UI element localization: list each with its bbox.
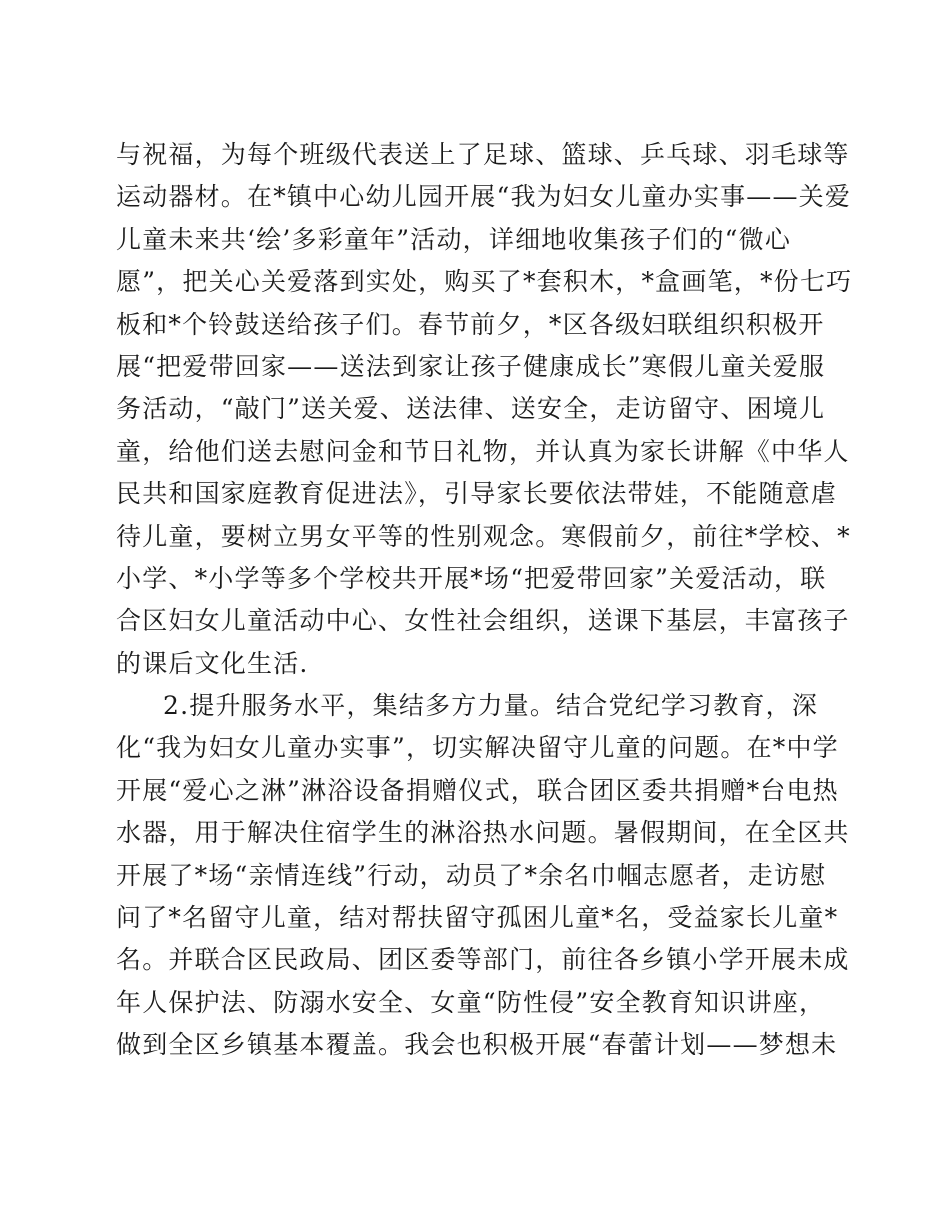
paragraph-1 xyxy=(116,134,853,685)
text-line: 民共和国家庭教育促进法》，引导家长要依法带娃，不能随意虐 xyxy=(116,479,838,509)
text-line: 开展了*场“亲情连线”行动，动员了*余名巾帼志愿者，走访慰 xyxy=(116,860,827,890)
text-line: 板和*个铃鼓送给孩子们。春节前夕，*区各级妇联组织积极开 xyxy=(116,309,825,339)
text-line: 小学、*小学等多个学校共开展*场“把爱带回家”关爱活动，联 xyxy=(116,563,827,593)
text-line: 开展“爱心之淋”淋浴设备捐赠仪式，联合团区委共捐赠*台电热 xyxy=(116,775,839,805)
text-line: 愿”，把关心关爱落到实处，购买了*套积木，*盒画笔，*份七巧 xyxy=(116,267,853,297)
body-text xyxy=(116,134,853,1067)
text-line: 的课后文化生活. xyxy=(116,648,309,678)
text-line: 年人保护法、防溺水安全、女童“防性侵”安全教育知识讲座， xyxy=(116,987,826,1017)
paragraph-2 xyxy=(116,685,850,1067)
text-line: 务活动，“敲门”送关爱、送法律、送安全，走访留守、困境儿 xyxy=(116,394,826,424)
text-line: 问了*名留守儿童，结对帮扶留守孤困儿童*名，受益家长儿童* xyxy=(116,903,839,933)
text-line: 名。并联合区民政局、团区委等部门，前往各乡镇小学开展未成 xyxy=(116,945,850,975)
text-line: 水器，用于解决住宿学生的淋浴热水问题。暑假期间，在全区共 xyxy=(116,818,850,848)
text-line: 儿童未来共‘绘’多彩童年”活动，详细地收集孩子们的“微心 xyxy=(116,224,792,254)
text-line: 待儿童，要树立男女平等的性别观念。寒假前夕，前往*学校、* xyxy=(116,521,851,551)
text-line: 2.提升服务水平，集结多方力量。结合党纪学习教育，深 xyxy=(163,691,819,721)
text-line: 合区妇女儿童活动中心、女性社会组织，送课下基层，丰富孩子 xyxy=(116,606,850,636)
text-line: 与祝福，为每个班级代表送上了足球、篮球、乒乓球、羽毛球等 xyxy=(116,140,850,169)
text-line: 童，给他们送去慰问金和节日礼物，并认真为家长讲解《中华人 xyxy=(116,436,850,466)
text-line: 化“我为妇女儿童办实事”，切实解决留守儿童的问题。在*中学 xyxy=(116,733,839,763)
text-line: 运动器材。在*镇中心幼儿园开展“我为妇女儿童办实事——关爱 xyxy=(116,182,852,212)
text-line: 展“把爱带回家——送法到家让孩子健康成长”寒假儿童关爱服 xyxy=(116,351,826,381)
text-line: 做到全区乡镇基本覆盖。我会也积极开展“春蕾计划——梦想未 xyxy=(116,1030,838,1060)
